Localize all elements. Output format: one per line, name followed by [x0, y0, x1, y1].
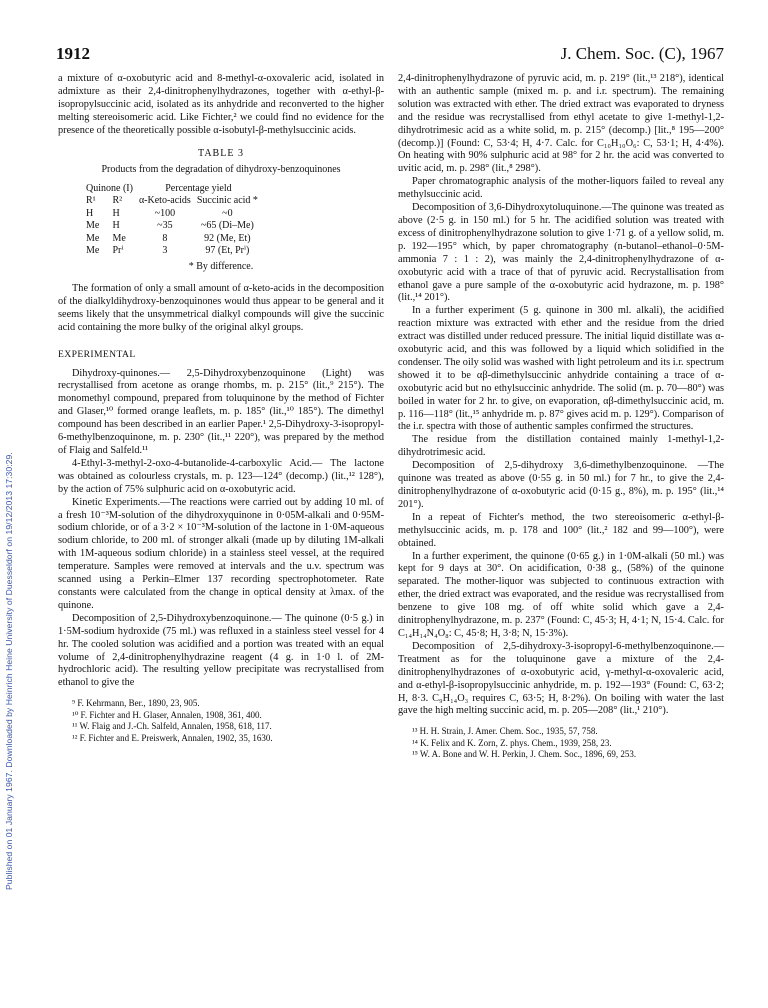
reference-item: ¹⁰ F. Fichter and H. Glaser, Annalen, 1908, 361, 400.	[72, 709, 262, 720]
table-row	[86, 233, 264, 246]
paragraph: In a further experiment, the quinone (0·65 g.) in 1·0M-alkali (50 ml.) was kept for 9 days at 30°. On acidification, 0·38 g., (58%) of the quinone separated. The mother-liquor was subjected to continuous extraction with ether, the dried extract was evaporated, and the residue was recrystallised from benzene to give 108 mg. of off white solid which gave a 2,4-dinitrophenylhydrazone, m. p. 237° (Found: C, 45·3; H, 4·1; N, 15·4. Calc. for C₁₄H₁₄N₄O₈: C, 45·8; H, 3·8; N, 15·3%).	[398, 550, 724, 639]
table-cell: ~0	[222, 207, 233, 219]
table-cell: 3	[162, 245, 168, 257]
table-cell: 8	[162, 232, 168, 244]
results-table	[86, 183, 264, 258]
paragraph: In a further experiment (5 g. quinone in 300 ml. alkali), the acidified reaction mixture was extracted with ether and the residue from the dried extract was distilled under reduced pressure. The initial liquid distillate was α-oxobutyric acid, and this was followed by a liquid which solidified in the condenser. The oily solid was washed with light petroleum and its i.r. spectrum showed it to be αβ-dimethylsuccinic anhydride containing a trace of α-oxobutyric acid but no ethylsuccinic anhydride. The solid (m. p. 70—80°) was boiled in water for 2 hr. to give, on evaporation, αβ-dimethylsuccinic acid, m. p. 116—118° (lit.,¹⁵ anhydride m. p. 87° gives acid m. p. 129°). Comparison of the i.r. spectra with those of authentic samples confirmed the structures.	[398, 305, 724, 433]
paragraph: 4-Ethyl-3-methyl-2-oxo-4-butanolide-4-carboxylic Acid.— The lactone was obtained as colourless crystals, m. p. 123—124° (decomp.) (lit.,¹² 128°), by the action of 75% sulphuric acid on α-oxobutyric acid.	[58, 457, 384, 495]
paragraph: Decomposition of 2,5-dihydroxy-3-isopropyl-6-methylbenzoquinone.—Treatment as for the toluquinone gave a mixture of the 2,4-dinitrophenylhydrazones of α-oxobutyric acid, γ-methyl-α-oxovaleric acid, and α-ethyl-β-isopropylsuccinic anhydride, m. p. 192—193° (Found: C, 63·2; H, 8·3. C₉H₁₄O₃ requires C, 63·5; H, 8·2%). On boiling with water the last gave the high melting succinic acid, m. p. 205—208° (lit.,¹ 210°).	[398, 640, 724, 717]
table-header-row	[86, 183, 264, 196]
left-column	[58, 73, 384, 744]
reference-item: ⁹ F. Kehrmann, Ber., 1890, 23, 905.	[72, 698, 200, 709]
download-watermark-text: Published on 01 January 1967. Downloaded by Heinrich Heine University of Duesseldorf on 19/12/2013 17:30:29.	[4, 452, 14, 890]
paragraph: Dihydroxy-quinones.— 2,5-Dihydroxybenzoquinone (Light) was recrystallised from acetone as orange rhombs, m. p. 215° (lit.,⁹ 215°). The monomethyl compound, prepared from toluquinone by the method of Fichter and Glaser,¹⁰ formed orange leaflets, m. p. 185° (lit.,¹⁰ 185°). The dimethyl compound has been described in an earlier Paper.¹ 2,5-Dihydroxy-3-isopropyl-6-methylbenzoquinone, m. p. 230° (lit.,¹¹ 220°), was prepared by the method of Flaig and Salfeld.¹¹	[58, 367, 384, 456]
table-header-cell: R¹	[86, 195, 96, 207]
reference-item: ¹³ H. H. Strain, J. Amer. Chem. Soc., 1935, 57, 758.	[412, 726, 598, 737]
paragraph: Decomposition of 2,5-Dihydroxybenzoquinone.— The quinone (0·5 g.) in 1·5M-sodium hydroxide (75 ml.) was refluxed in a stainless steel vessel for 4 hr. The cooled solution was acidified and a portion was treated with an equal volume of 2,4-dinitrophenylhydrazine reagent (4 g. in 1·0 l. of 2M-hydrochloric acid). The resulting yellow precipitate was recrystallised from ethanol to give the	[58, 612, 384, 689]
footnote-references	[58, 698, 384, 744]
table-cell: Prⁱ	[112, 245, 124, 257]
reference-item: ¹⁵ W. A. Bone and W. H. Perkin, J. Chem. Soc., 1896, 69, 253.	[412, 749, 637, 760]
download-watermark	[4, 120, 20, 890]
table-cell: Me	[112, 232, 126, 244]
table-row	[86, 208, 264, 221]
journal-title: J. Chem. Soc. (C), 1967	[560, 44, 724, 63]
table-cell: Me	[86, 232, 100, 244]
paragraph: The residue from the distillation contained mainly 1-methyl-1,2-dihydrotrimesic acid.	[398, 434, 724, 459]
table-cell: H	[112, 207, 120, 219]
right-column	[398, 73, 724, 761]
paragraph: Kinetic Experiments.—The reactions were carried out by adding 10 ml. of a fresh 10⁻³M-solution of the dihydroxyquinone in 0·05M-alkali and 0·95M-sodium chloride, or of a 3·2 × 10⁻³M-solution of the lactone in 1·0M-aqueous sodium chloride, to 200 ml. of stronger alkali (made up by diluting 1M-alkali with 1M-aqueous sodium chloride) in a stainless steel vessel, at the required temperature. Samples were removed at intervals and the u.v. spectrum was scanned using a Perkin–Elmer 137 recording spectrophotometer. Rate constants were calculated from the change in optical density at λmax. of the quinone.	[58, 496, 384, 611]
paragraph: Paper chromatographic analysis of the mother-liquors failed to reveal any methylsuccinic acid.	[398, 176, 724, 201]
section-heading: EXPERIMENTAL	[58, 348, 136, 360]
table-header-cell: R²	[112, 195, 123, 207]
table-caption: Products from the degradation of dihydroxy-benzoquinones	[101, 164, 341, 176]
table-cell: ~100	[154, 207, 176, 219]
table-title: TABLE 3	[198, 147, 244, 159]
footnote-references	[398, 726, 724, 761]
paragraph: Decomposition of 2,5-dihydroxy 3,6-dimethylbenzoquinone. —The quinone was treated as above (0·55 g. in 50 ml.) for 7 hr., to give the 2,4-dinitrophenylhydrazone of α-oxobutyric acid (0·15 g., 8%), m. p. 195° (lit.,¹⁴ 201°).	[398, 460, 724, 510]
table-footnote: * By difference.	[188, 260, 254, 272]
table-header-cell: Percentage yield	[165, 182, 232, 194]
table-header-row	[86, 195, 264, 208]
paragraph: a mixture of α-oxobutyric acid and 8-methyl-α-oxovaleric acid, isolated in admixture as their 2,4-dinitrophenylhydrazones, together with α-ethyl-β-isopropylsuccinic acid, isolated as its anhydride and reconverted to the higher melting stereoisomeric acid. Like Fichter,² we could find no evidence for the presence of the theoretically possible α-isobutyl-β-methylsuccinic acids.	[58, 73, 384, 136]
table-cell: H	[112, 220, 120, 232]
reference-item: ¹² F. Fichter and E. Preiswerk, Annalen, 1902, 35, 1630.	[72, 732, 273, 743]
table-row	[86, 220, 264, 233]
page-header	[56, 44, 724, 72]
table-cell: ~65 (Di–Me)	[200, 220, 254, 232]
table-cell: H	[86, 207, 94, 219]
page-number: 1912	[56, 44, 90, 63]
table-cell: 97 (Et, Prⁱ)	[205, 245, 250, 257]
table-header-cell: α-Keto-acids	[138, 195, 191, 207]
table-cell: 92 (Me, Et)	[204, 232, 251, 244]
table-3	[58, 148, 384, 274]
table-cell: Me	[86, 245, 100, 257]
table-cell: ~35	[157, 220, 173, 232]
paragraph: Decomposition of 3,6-Dihydroxytoluquinone.—The quinone was treated as above (2·5 g. in 150 ml.) for 5 hr. The acidified solution was treated with excess of dinitrophenylhydrazone solution to give 1·71 g. of a yellow solid, m. p. 192—195° which, by paper chromatography (n-butanol–ethanol–0·5M-ammonia 7 : 1 : 2), was mainly the 2,4-dinitrophenylhydrazone of α-oxobutyric acid with a trace of that of pyruvic acid. Recrystallisation from ethanol gave a pure sample of the α-oxobutyric acid hydrazone, m. p. 198° (lit.,¹⁴ 201°).	[398, 202, 724, 304]
table-header-cell: Quinone (I)	[86, 182, 133, 194]
paragraph: In a repeat of Fichter's method, the two stereoisomeric α-ethyl-β-methylsuccinic acids, m. p. 178 and 100° (lit.,² 182 and 99—100°), were obtained.	[398, 511, 724, 549]
paragraph: The formation of only a small amount of α-keto-acids in the decomposition of the dialkyldihydroxy-benzoquinones would thus appear to be general and it seems likely that the unsymmetrical dialkyl compounds will give the succinic acid containing the more bulky of the original alkyl groups.	[58, 283, 384, 333]
table-cell: Me	[86, 220, 100, 232]
paragraph: 2,4-dinitrophenylhydrazone of pyruvic acid, m. p. 219° (lit.,¹³ 218°), identical with an authentic sample (mixed m. p. and i.r. spectrum). The remaining solution was extracted with ether. The dried extract was evaporated to dryness and the residue was recrystallised from ethyl acetate to give 1-methyl-1,2-dihydrotrimesic acid as a white solid, m. p. 215° (decomp.) [lit.,⁸ 195—200° (decomp.)] (Found: C, 53·4; H, 4·7. Calc. for C₁₀H₁₀O₆: C, 53·1; H, 4·4%). On heating with 90% sulphuric acid at 98° for 2 hr. the acid was converted to uvitic acid, m. p. 298° (lit.,⁸ 298°).	[398, 73, 724, 175]
reference-item: ¹⁴ K. Felix and K. Zorn, Z. phys. Chem., 1939, 258, 23.	[412, 737, 612, 748]
table-header-cell: Succinic acid *	[196, 195, 258, 207]
reference-item: ¹¹ W. Flaig and J.-Ch. Salfeld, Annalen, 1958, 618, 117.	[72, 721, 272, 732]
table-row	[86, 245, 264, 258]
